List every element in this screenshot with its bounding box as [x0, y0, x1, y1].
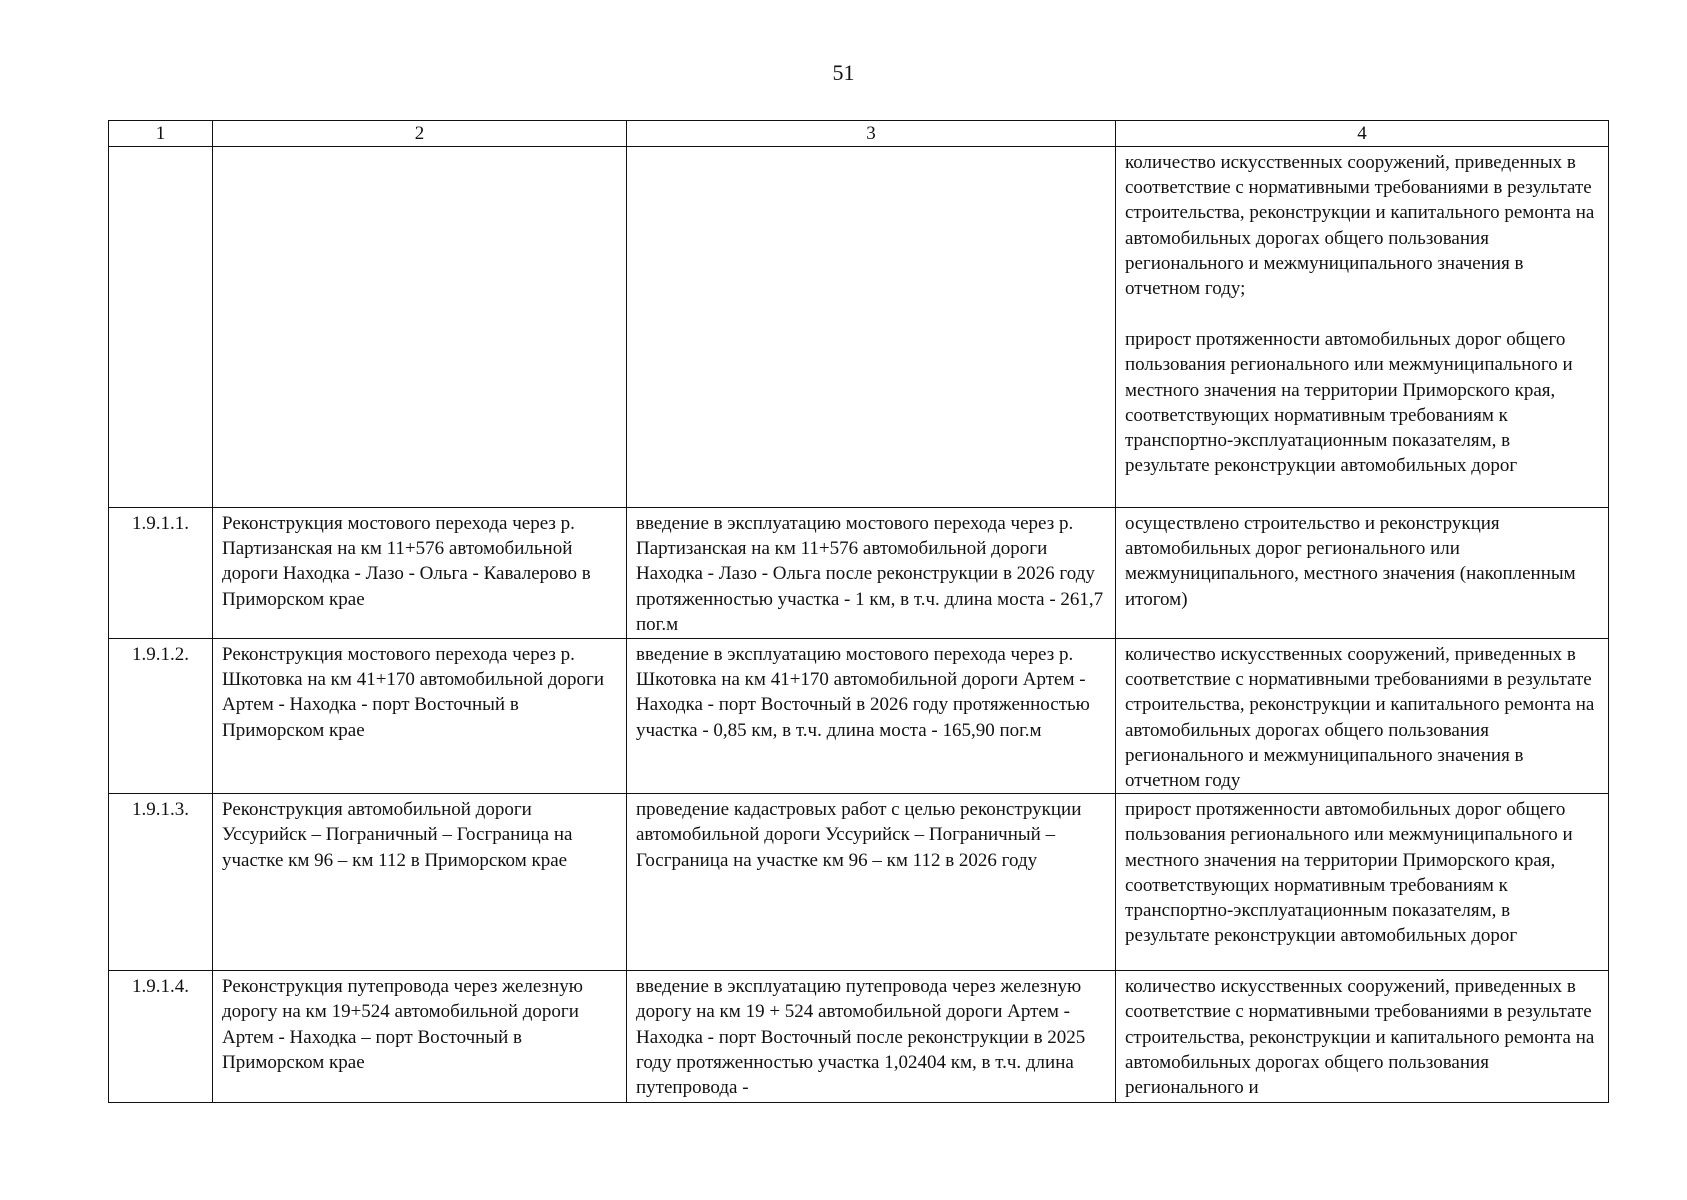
- measure-name: Реконструкция автомобильной дороги Уссурийск – Пограничный – Госграница на участке км 96 – км 112 в Приморском крае: [213, 794, 627, 971]
- table-cell: [627, 147, 1116, 508]
- item-number: 1.9.1.4.: [109, 971, 213, 1103]
- item-number: 1.9.1.1.: [109, 508, 213, 639]
- item-number: 1.9.1.2.: [109, 639, 213, 794]
- table-row: [109, 639, 1609, 794]
- table-row-continuation: [109, 147, 1609, 508]
- measures-table: [108, 120, 1609, 1103]
- table-row: [109, 971, 1609, 1103]
- indicator-text: количество искусственных сооружений, приведенных в соответствие с нормативными требованиями в результате строительства, реконструкции и капитального ремонта на автомобильных дорогах общего пользования регионального и: [1116, 971, 1609, 1103]
- expected-result: введение в эксплуатацию мостового перехода через р. Шкотовка на км 41+170 автомобильной дороги Артем - Находка - порт Восточный в 2026 году протяженностью участка - 0,85 км, в т.ч. длина моста - 165,90 пог.м: [627, 639, 1116, 794]
- column-header: 4: [1116, 121, 1609, 147]
- column-header: 1: [109, 121, 213, 147]
- table-cell: [109, 147, 213, 508]
- indicator-text: осуществлено строительство и реконструкция автомобильных дорог регионального или межмуниципального, местного значения (накопленным итогом): [1116, 508, 1609, 639]
- measure-name: Реконструкция путепровода через железную дорогу на км 19+524 автомобильной дороги Артем - Находка – порт Восточный в Приморском крае: [213, 971, 627, 1103]
- indicator-text: прирост протяженности автомобильных дорог общего пользования регионального или межмуниципального и местного значения на территории Приморского края, соответствующих нормативным требованиям к транспортно-эксплуатационным показателям, в результате реконструкции автомобильных дорог: [1116, 794, 1609, 971]
- table-row: [109, 794, 1609, 971]
- expected-result: проведение кадастровых работ с целью реконструкции автомобильной дороги Уссурийск – Пограничный – Госграница на участке км 96 – км 112 в 2026 году: [627, 794, 1116, 971]
- table-cell: [213, 147, 627, 508]
- indicator-text: количество искусственных сооружений, приведенных в соответствие с нормативными требованиями в результате строительства, реконструкции и капитального ремонта на автомобильных дорогах общего пользования регионального и межмуниципального значения в отчетном году;: [1125, 152, 1595, 300]
- indicator-text: прирост протяженности автомобильных дорог общего пользования регионального или межмуниципального и местного значения на территории Приморского края, соответствующих нормативным требованиям к транспортно-эксплуатационным показателям, в результате реконструкции автомобильных дорог: [1125, 329, 1573, 477]
- indicator-text: количество искусственных сооружений, приведенных в соответствие с нормативными требованиями в результате строительства, реконструкции и капитального ремонта на автомобильных дорогах общего пользования регионального и межмуниципального значения в отчетном году: [1116, 639, 1609, 794]
- page-number: 51: [832, 60, 855, 85]
- measure-name: Реконструкция мостового перехода через р. Партизанская на км 11+576 автомобильной дороги Находка - Лазо - Ольга - Кавалерово в Приморском крае: [213, 508, 627, 639]
- column-header: 3: [627, 121, 1116, 147]
- table-cell: [1116, 147, 1609, 508]
- table-row: [109, 508, 1609, 639]
- expected-result: введение в эксплуатацию мостового перехода через р. Партизанская на км 11+576 автомобильной дороги Находка - Лазо - Ольга после реконструкции в 2026 году протяженностью участка - 1 км, в т.ч. длина моста - 261,7 пог.м: [627, 508, 1116, 639]
- expected-result: введение в эксплуатацию путепровода через железную дорогу на км 19 + 524 автомобильной дороги Артем - Находка - порт Восточный после реконструкции в 2025 году протяженностью участка 1,02404 км, в т.ч. длина путепровода -: [627, 971, 1116, 1103]
- column-header: 2: [213, 121, 627, 147]
- table-header-row: [109, 121, 1609, 147]
- measure-name: Реконструкция мостового перехода через р. Шкотовка на км 41+170 автомобильной дороги Артем - Находка - порт Восточный в Приморском крае: [213, 639, 627, 794]
- item-number: 1.9.1.3.: [109, 794, 213, 971]
